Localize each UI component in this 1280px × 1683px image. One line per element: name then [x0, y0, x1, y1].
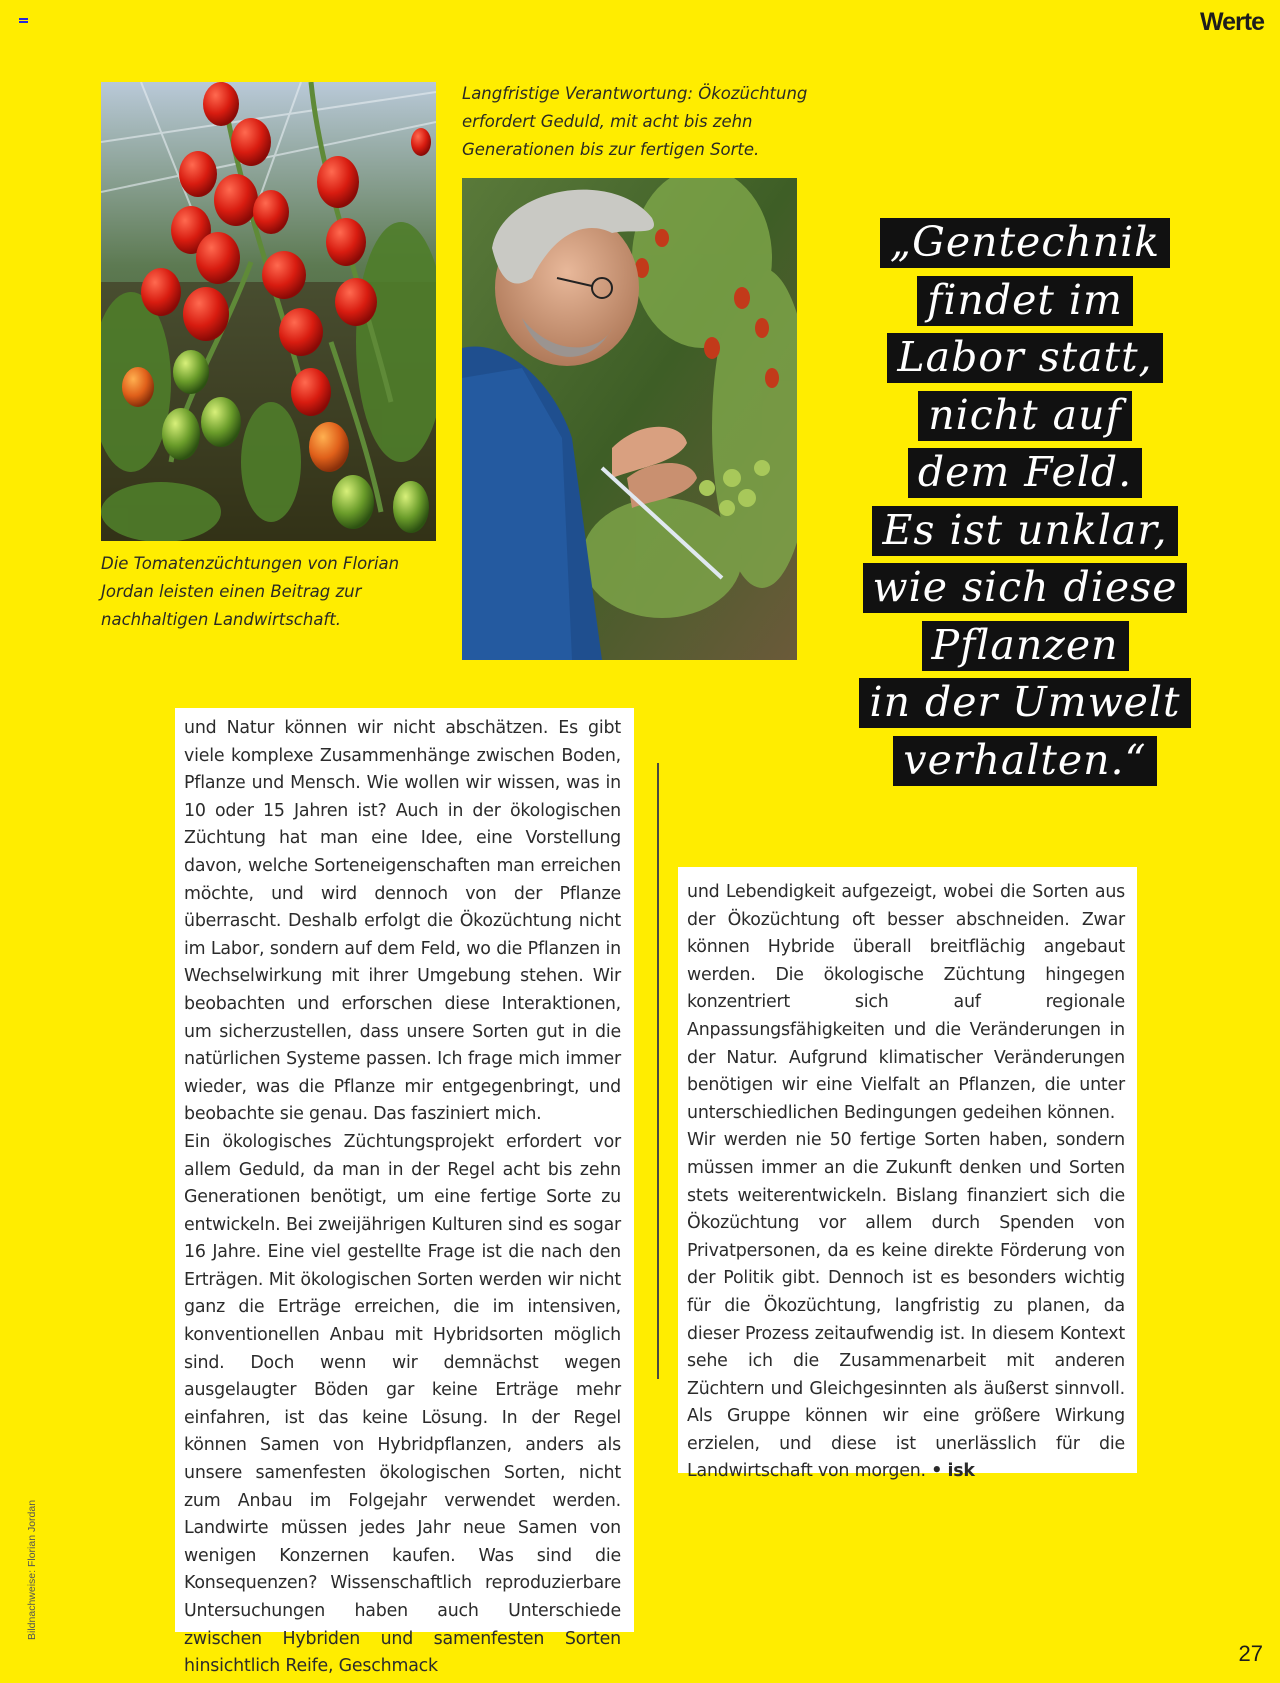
tomato-caption: Die Tomatenzüchtungen von Florian Jordan leisten einen Beitrag zur nachhaltigen Landwirtschaft.: [101, 554, 400, 629]
quote-line: verhalten.“: [893, 736, 1156, 786]
quote-line: wie sich diese: [863, 563, 1188, 613]
column-divider: [657, 763, 659, 1379]
body-column-right: [678, 867, 1137, 1482]
quote-line: Labor statt,: [887, 333, 1162, 383]
quote-line: findet im: [917, 276, 1133, 326]
paragraph: [687, 1127, 1125, 1486]
quote-line: „Gentechnik: [880, 218, 1170, 268]
body-column-left: [175, 708, 634, 1677]
breeder-caption: Langfristige Verantwortung: Ökozüchtung erfordert Geduld, mit acht bis zehn Generationen bis zur fertigen Sorte.: [462, 84, 808, 159]
section-title: Werte: [1199, 8, 1264, 36]
quote-line: in der Umwelt: [859, 678, 1190, 728]
paragraph-text: Wir werden nie 50 fertige Sorten haben, sondern müssen immer an die Zukunft denken und Sorten stets weiterentwickeln. Bislang finanziert sich die Ökozüchtung vor allem durch Spenden von Privatpersonen, da es keine direkte Förderung von der Politik gibt. Dennoch ist es besonders wichtig für die Ökozüchtung, langfristig zu planen, da dieser Prozess zeitaufwendig ist. In diesem Kontext sehe ich die Zusammenarbeit mit anderen Züchtern und Gleichgesinnten als äußerst sinnvoll. Als Gruppe können wir eine größere Wirkung erzielen, und diese ist unerlässlich für die Landwirtschaft von morgen.: [687, 1130, 1125, 1482]
author-initials: isk: [947, 1461, 975, 1482]
breeder-photo: [462, 178, 797, 660]
paragraph: Ein ökologisches Züchtungsprojekt erfordert vor allem Geduld, da man in der Regel acht bis zehn Generationen benötigt, um eine fertige Sorte zu entwickeln. Bei zweijährigen Kulturen sind es sogar 16 Jahre. Eine viel gestellte Frage ist die nach den Erträgen. Mit ökologischen Sorten werden wir nicht ganz die Erträge erreichen, die im intensiven, konventionellen Anbau mit Hybridsorten möglich sind. Doch wenn wir demnächst wegen ausgelaugter Böden gar keine Erträge mehr einfahren, ist das keine Lösung. In der Regel können Samen von Hybridpflanzen, anders als unsere samenfesten ökologischen Sorten, nicht zum Anbau im Folgejahr verwendet werden. Landwirte müssen jedes Jahr neue Samen von wenigen Konzernen kaufen. Was sind die Konsequenzen? Wissenschaftlich reproduzierbare Untersuchungen haben auch Unterschiede zwischen Hybriden und samenfesten Sorten hinsichtlich Reife, Geschmack: [184, 1131, 621, 1677]
quote-line: Es ist unklar,: [872, 506, 1177, 556]
end-mark: •: [931, 1461, 943, 1482]
quote-line: Pflanzen: [922, 621, 1129, 671]
menu-icon[interactable]: [19, 18, 28, 27]
quote-line: dem Feld.: [908, 448, 1142, 498]
paragraph: und Natur können wir nicht abschätzen. Es gibt viele komplexe Zusammenhänge zwischen Boden, Pflanze und Mensch. Wie wollen wir wissen, was in 10 oder 15 Jahren ist? Auch in der ökologischen Züchtung hat man eine Idee, eine Vorstellung davon, welche Sorteneigenschaften man erreichen möchte, und wird dennoch von der Pflanze überrascht. Deshalb erfolgt die Ökozüchtung nicht im Labor, sondern auf dem Feld, wo die Pflanzen in Wechselwirkung mit ihrer Umgebung stehen. Wir beobachten und erforschen diese Interaktionen, um sicherzustellen, dass unsere Sorten gut in die natürlichen Systeme passen. Ich frage mich immer wieder, was die Pflanze mir entgegenbringt, und beobachte sie genau. Das fasziniert mich.: [184, 718, 621, 1125]
photo-credit: Bildnachweise: Florian Jordan: [26, 1499, 38, 1640]
paragraph: und Lebendigkeit aufgezeigt, wobei die Sorten aus der Ökozüchtung oft besser abschneiden. Zwar können Hybride überall breitflächig angebaut werden. Die ökologische Züchtung hingegen konzentriert sich auf regionale Anpassungsfähigkeiten und die Veränderungen in der Natur. Aufgrund klimatischer Veränderungen benötigen wir eine Vielfalt an Pflanzen, die unter unterschiedlichen Bedingungen gedeihen können.: [687, 882, 1125, 1123]
tomato-photo: [101, 82, 436, 541]
pull-quote: [850, 214, 1200, 789]
page-number: 27: [1238, 1641, 1263, 1666]
quote-line: nicht auf: [918, 391, 1131, 441]
